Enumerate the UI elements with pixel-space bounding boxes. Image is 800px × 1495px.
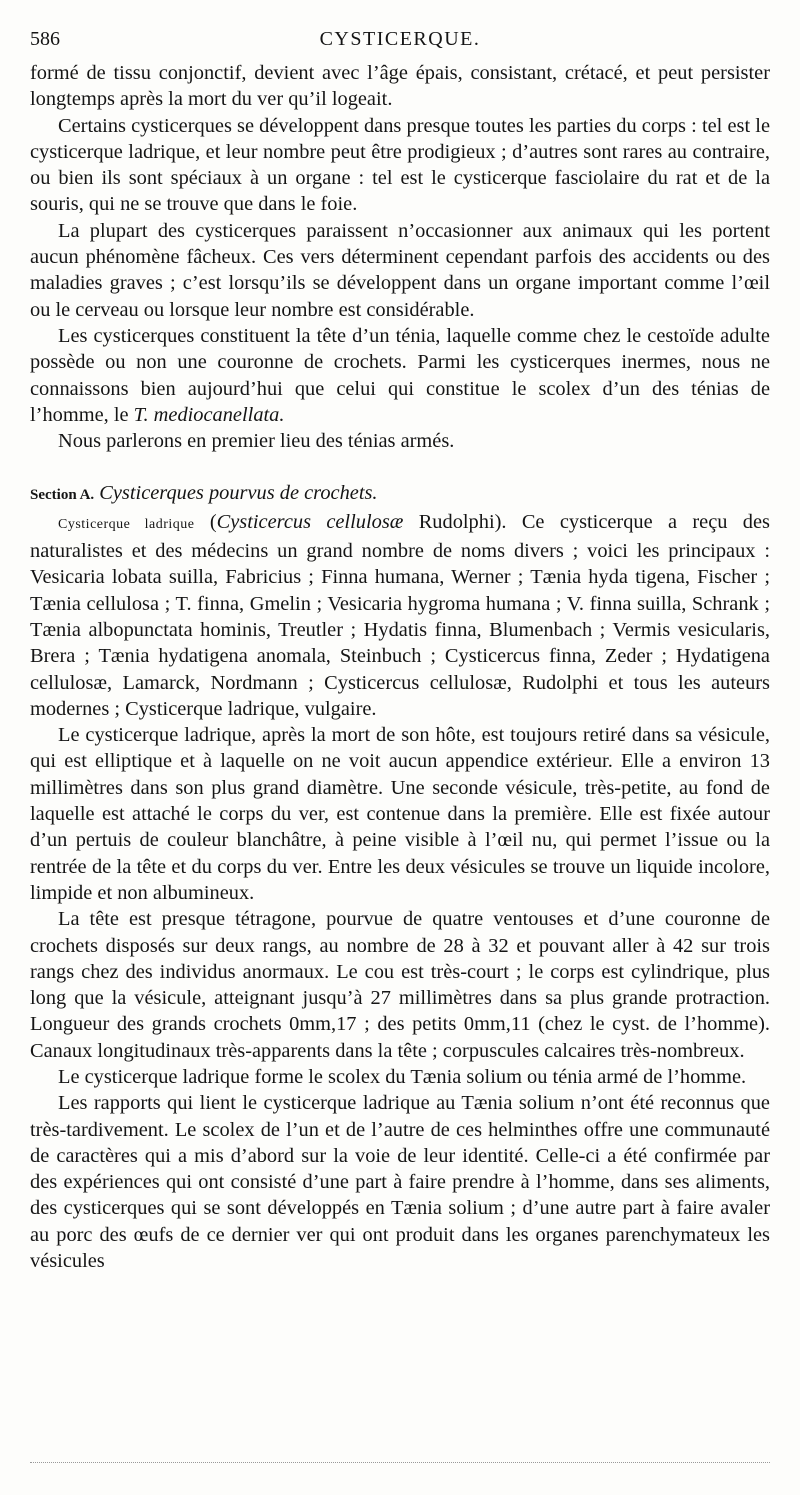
section-title: Cysticerques pourvus de crochets.: [99, 482, 378, 505]
paragraph: La plupart des cysticerques paraissent n’occasionner aux animaux qui les portent aucun phénomène fâcheux. Ces vers déterminent cependant parfois des accidents ou des maladies graves ; c’est lorsqu’ils se développent dans un organe important comme l’œil ou le cerveau ou lorsque leur nombre est considérable.: [30, 219, 770, 321]
paragraph: Les rapports qui lient le cysticerque ladrique au Tænia solium n’ont été reconnus que très-tardivement. Le scolex de l’un et de l’autre de ces helminthes offre une communauté de caractères qui a mis d’abord sur la voie de leur identité. Celle-ci a été confirmée par des expériences qui ont consisté d’une part à faire prendre à l’homme, dans ses aliments, des cysticerques qui se sont développés en Tænia solium ; d’une autre part à faire avaler au porc des œufs de ce dernier ver qui ont produit dans les organes parenchymateux les vésicules: [30, 1092, 770, 1273]
paragraph: Nous parlerons en premier lieu des ténias armés.: [58, 430, 455, 453]
paragraph: Certains cysticerques se développent dans presque toutes les parties du corps : tel est le cysticerque ladrique, et leur nombre peut être prodigieux ; d’autres sont rares au contraire, ou bien ils sont spéciaux à un organe : tel est le cysticerque fasciolaire du rat et de la souris, qui ne se trouve que dans le foie.: [30, 114, 770, 216]
paragraph: [30, 323, 770, 428]
running-title: CYSTICERQUE.: [319, 28, 481, 50]
page-number: 586: [30, 28, 60, 50]
paragraph: Le cysticerque ladrique forme le scolex du Tænia solium ou ténia armé de l’homme.: [58, 1065, 747, 1088]
species-name: T. mediocanellata.: [133, 403, 285, 426]
section-heading: [30, 480, 770, 508]
paragraph: La tête est presque tétragone, pourvue de quatre ventouses et d’une couronne de crochets disposés sur deux rangs, au nombre de 28 à 32 et pouvant aller à 42 sur trois rangs chez des individus anormaux. Le cou est très-court ; le corps est cylindrique, plus long que la vésicule, atteignant jusqu’à 27 millimètres dans sa plus grande protraction. Longueur des grands crochets 0mm,17 ; des petits 0mm,11 (chez le cyst. de l’homme). Canaux longitudinaux très-apparents dans la tête ; corpuscules calcaires très-nombreux.: [30, 908, 770, 1062]
paragraph-text: Les cysticerques constituent la tête d’un ténia, laquelle comme chez le cestoïde adulte possède ou non une couronne de crochets. Parmi les cysticerques inermes, nous ne connaissons bien aujourd’hui que celui qui constitue le scolex d’un des ténias de l’homme, le: [30, 324, 770, 426]
footer-rule: [30, 1462, 770, 1463]
body-text: [30, 60, 770, 1274]
synonymy-paragraph: Cysticerque ladrique (Cysticercus cellulosæ Rudolphi). Ce cysticerque a reçu des naturalistes et des médecins un grand nombre de noms divers ; voici les principaux : Vesicaria lobata suilla, Fabricius ; Finna humana, Werner ; Tænia hyda tigena, Fischer ; Tænia cellulosa ; T. finna, Gmelin ; Vesicaria hygroma humana ; V. finna suilla, Schrank ; Tænia albopunctata hominis, Treutler ; Hydatis finna, Blumenbach ; Vermis vesicularis, Brera ; Tænia hydatigena anomala, Steinbuch ; Cysticercus finna, Zeder ; Hydatigena cellulosæ, Lamarck, Nordmann ; Cysticercus cellulosæ, Rudolphi et tous les auteurs modernes ; Cysticerque ladrique, vulgaire.: [30, 510, 770, 720]
latin-name: Cysticercus cellulosæ: [216, 510, 404, 533]
paragraph: formé de tissu conjonctif, devient avec l’âge épais, consistant, crétacé, et peut persister longtemps après la mort du ver qu’il logeait.: [30, 62, 770, 111]
section-label: Section A.: [30, 487, 95, 504]
document-page: [30, 24, 770, 1274]
species-heading: Cysticerque ladrique: [58, 516, 195, 532]
synonymy-text: Rudolphi). Ce cysticerque a reçu des naturalistes et des médecins un grand nombre de noms divers ; voici les principaux : Vesicaria lobata suilla, Fabricius ; Finna humana, Werner ; Tænia hyda tigena, Fischer ; Tænia cellulosa ; T. finna, Gmelin ; Vesicaria hygroma humana ; V. finna suilla, Schrank ; Tænia albopunctata hominis, Treutler ; Hydatis finna, Blumenbach ; Vermis vesicularis, Brera ; Tænia hydatigena anomala, Steinbuch ; Cysticercus finna, Zeder ; Hydatigena cellulosæ, Lamarck, Nordmann ; Cysticercus cellulosæ, Rudolphi et tous les auteurs modernes ; Cysticerque ladrique, vulgaire.: [30, 510, 770, 720]
paragraph: Le cysticerque ladrique, après la mort de son hôte, est toujours retiré dans sa vésicule, qui est elliptique et à laquelle on ne voit aucun appendice extérieur. Elle a environ 13 millimètres dans son plus grand diamètre. Une seconde vésicule, très-petite, au fond de laquelle est attaché le corps du ver, est contenue dans la première. Elle est fixée autour d’un pertuis de couleur blanchâtre, à peine visible à l’œil nu, qui permet l’issue ou la rentrée de la tête et du corps du ver. Entre les deux vésicules se trouve un liquide incolore, limpide et non albumineux.: [30, 724, 770, 904]
page-header: [30, 24, 770, 60]
